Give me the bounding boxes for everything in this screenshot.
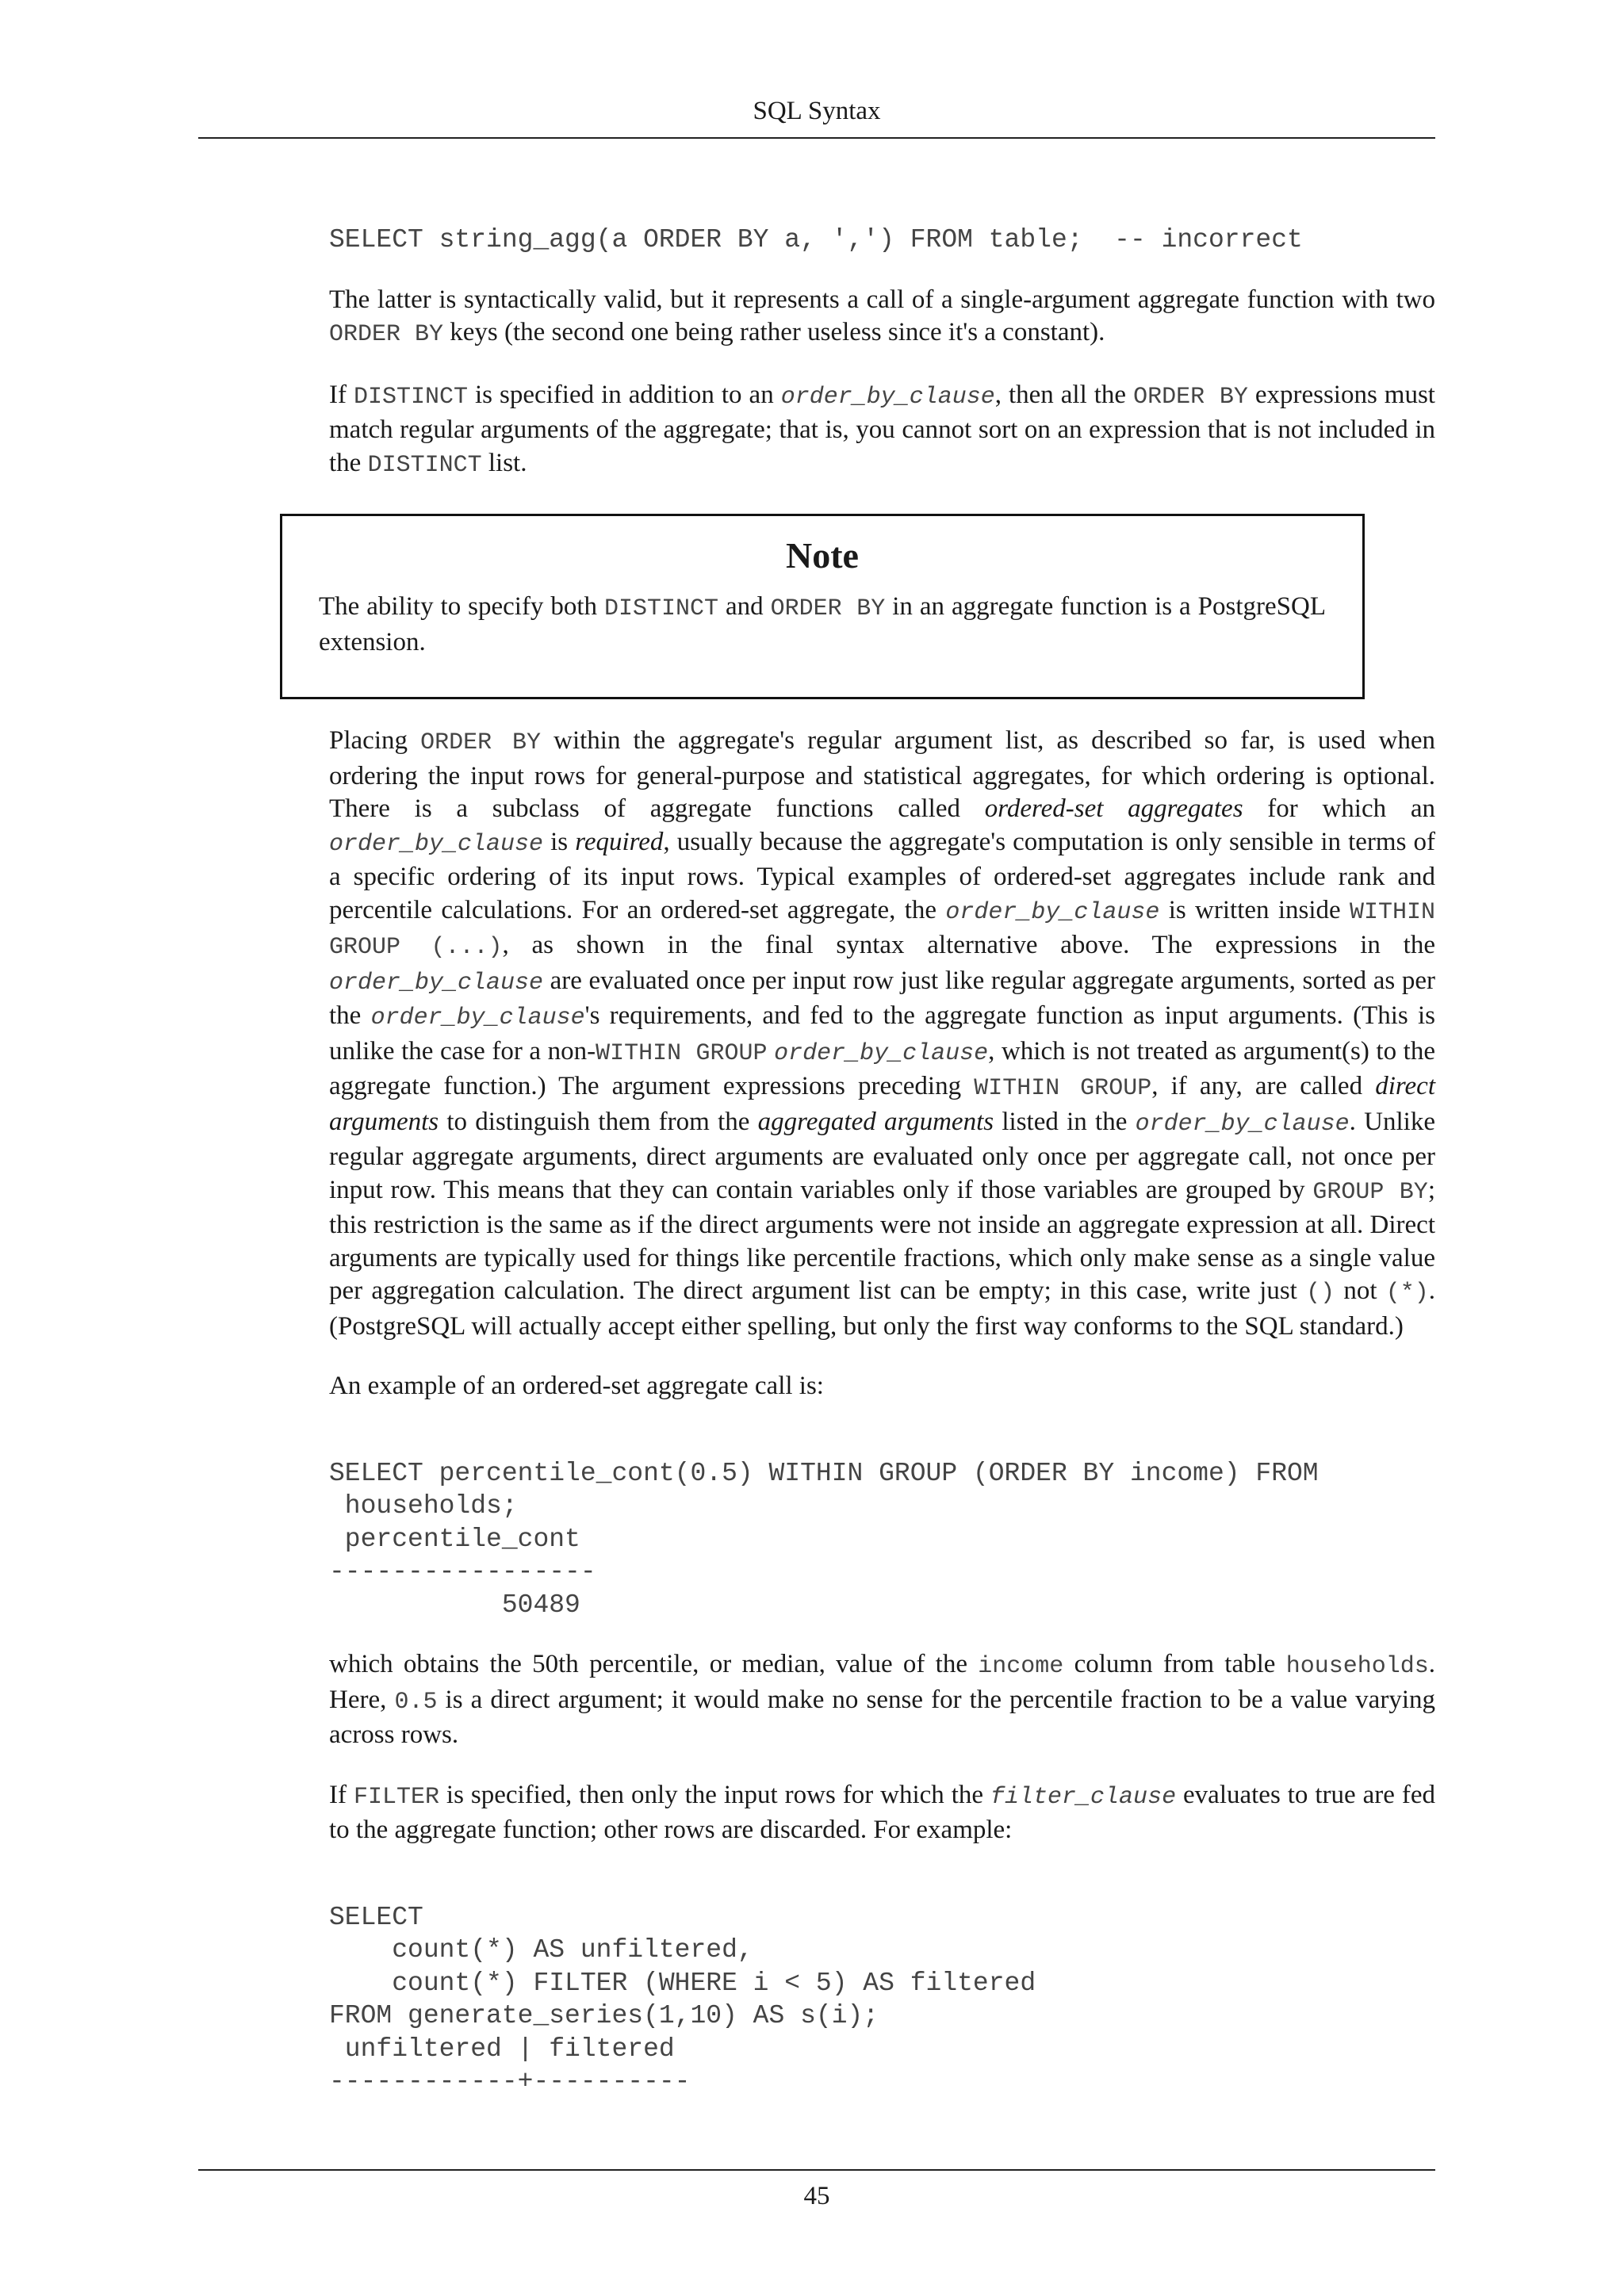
text: list. bbox=[481, 448, 527, 477]
page-number: 45 bbox=[803, 2182, 830, 2210]
term: direct arguments bbox=[329, 1072, 1435, 1136]
note-box bbox=[280, 514, 1365, 699]
text: which obtains the 50th percentile, or median, value of the bbox=[329, 1650, 979, 1678]
text: for which an bbox=[1243, 794, 1435, 823]
running-header: SQL Syntax bbox=[753, 97, 881, 125]
inline-code: WITHIN GROUP bbox=[596, 1039, 768, 1067]
page-content bbox=[319, 224, 1436, 2099]
header-rule bbox=[198, 137, 1435, 139]
text: expressions must match regular arguments of the aggregate; that is, you cannot sort on an expression that is not included in the bbox=[329, 380, 1435, 477]
code-block-filter-example: SELECT count(*) AS unfiltered, count(*) FILTER (WHERE i < 5) AS filtered FROM generate_series(1,10) AS s(i); unfiltered | filtered ------------+---------- bbox=[329, 1902, 1036, 2096]
text: , if any, are called bbox=[1151, 1072, 1376, 1100]
inline-code: (*) bbox=[1385, 1280, 1429, 1307]
text: column from table bbox=[1063, 1650, 1286, 1678]
text: evaluates to true are fed to the aggregate function; other rows are discarded. For example: bbox=[329, 1780, 1435, 1844]
term: ordered-set aggregates bbox=[984, 794, 1243, 823]
inline-code: FILTER bbox=[353, 1783, 439, 1811]
text: , as shown in the final syntax alternative above. The expressions in the bbox=[502, 931, 1435, 959]
text: The ability to specify both bbox=[319, 592, 604, 621]
text: is a direct argument; it would make no sense for the percentile fraction to be a value varying across rows. bbox=[329, 1685, 1435, 1749]
inline-code: () bbox=[1306, 1280, 1335, 1307]
text: . Unlike regular aggregate arguments, direct arguments are evaluated only once per aggregate call, not once per input row. This means that they can contain variables only if those variables are grouped by bbox=[329, 1107, 1435, 1204]
note-title: Note bbox=[786, 535, 859, 576]
text: in an aggregate function is a PostgreSQL extension. bbox=[319, 592, 1326, 656]
inline-code: ORDER BY bbox=[770, 595, 886, 622]
text: The latter is syntactically valid, but it represents a call of a single-argument aggregate function with two bbox=[329, 285, 1435, 314]
inline-code: GROUP BY bbox=[1312, 1178, 1428, 1206]
inline-code: DISTINCT bbox=[367, 451, 482, 479]
inline-param: order_by_clause bbox=[370, 1004, 585, 1031]
term: aggregated arguments bbox=[757, 1107, 994, 1136]
text: keys (the second one being rather useless since it's a constant). bbox=[443, 318, 1105, 346]
inline-code: WITHIN GROUP (...) bbox=[329, 898, 1436, 961]
text: listed in the bbox=[994, 1107, 1136, 1136]
term: required bbox=[575, 827, 664, 856]
text: , then all the bbox=[994, 380, 1134, 409]
text: not bbox=[1335, 1276, 1386, 1305]
inline-code: ORDER BY bbox=[420, 729, 541, 756]
code-block-incorrect-example: SELECT string_agg(a ORDER BY a, ',') FROM table; -- incorrect bbox=[329, 225, 1303, 254]
inline-code: households bbox=[1285, 1653, 1429, 1680]
inline-code: DISTINCT bbox=[353, 383, 468, 411]
inline-param: order_by_clause bbox=[780, 383, 995, 411]
text: is written inside bbox=[1159, 895, 1350, 924]
inline-param: order_by_clause bbox=[945, 898, 1160, 926]
inline-param: order_by_clause bbox=[329, 830, 544, 858]
inline-code: WITHIN GROUP bbox=[974, 1075, 1152, 1102]
text: If bbox=[329, 1780, 354, 1809]
text: within the aggregate's regular argument list, as described so far, is used when ordering the input rows for general-purpose and statistical aggregates, for which ordering is optional. There is a subclass of aggregate functions called bbox=[329, 726, 1436, 823]
text: ; this restriction is the same as if the direct arguments were not inside an aggregate expression at all. Direct arguments are typically used for things like percentile fractions, which only make sense as a single value per aggregation calculation. The direct argument list can be empty; in this case, write just bbox=[329, 1175, 1435, 1305]
inline-code: income bbox=[978, 1653, 1064, 1680]
inline-code: ORDER BY bbox=[329, 321, 444, 348]
text bbox=[768, 1037, 775, 1066]
text: is bbox=[543, 827, 576, 856]
text: . (PostgreSQL will actually accept either spelling, but only the first way conforms to the SQL standard.) bbox=[329, 1276, 1435, 1341]
note-text bbox=[319, 591, 1326, 659]
text: are evaluated once per input row just like regular aggregate arguments, sorted as per the bbox=[329, 966, 1435, 1030]
text: 's requirements, and fed to the aggregate function as input arguments. (This is unlike the case for a non- bbox=[329, 1001, 1435, 1066]
text: . Here, bbox=[329, 1650, 1435, 1714]
inline-code: 0.5 bbox=[394, 1688, 438, 1716]
paragraph-median-explanation bbox=[329, 1648, 1435, 1752]
inline-code: ORDER BY bbox=[1133, 383, 1248, 411]
inline-param: filter_clause bbox=[990, 1783, 1177, 1811]
text: is specified, then only the input rows for which the bbox=[439, 1780, 991, 1809]
paragraph-distinct bbox=[329, 379, 1435, 483]
footer-rule bbox=[198, 2169, 1435, 2171]
text: , usually because the aggregate's computation is only sensible in terms of a specific ordering of its input rows. Typical examples of ordered-set aggregates include rank and percentile calculations. For an ordered-set aggregate, the bbox=[329, 827, 1435, 924]
inline-code: DISTINCT bbox=[604, 595, 719, 622]
code-block-percentile-example: SELECT percentile_cont(0.5) WITHIN GROUP (ORDER BY income) FROM households; percentile_cont ----------------- 50489 bbox=[329, 1458, 1319, 1620]
text: is specified in addition to an bbox=[468, 380, 781, 409]
inline-param: order_by_clause bbox=[1135, 1110, 1350, 1138]
text: Placing bbox=[329, 726, 421, 755]
paragraph-order-by-keys bbox=[329, 284, 1435, 352]
paragraph-example-intro: An example of an ordered-set aggregate call is: bbox=[329, 1372, 824, 1400]
paragraph-ordered-set-aggregates bbox=[329, 725, 1435, 1343]
inline-param: order_by_clause bbox=[329, 969, 544, 997]
inline-param: order_by_clause bbox=[774, 1039, 989, 1067]
text: and bbox=[718, 592, 771, 621]
text: If bbox=[329, 380, 354, 409]
text: to distinguish them from the bbox=[439, 1107, 758, 1136]
text: , which is not treated as argument(s) to the aggregate function.) The argument expressions preceding bbox=[329, 1036, 1435, 1100]
paragraph-filter bbox=[329, 1779, 1435, 1847]
